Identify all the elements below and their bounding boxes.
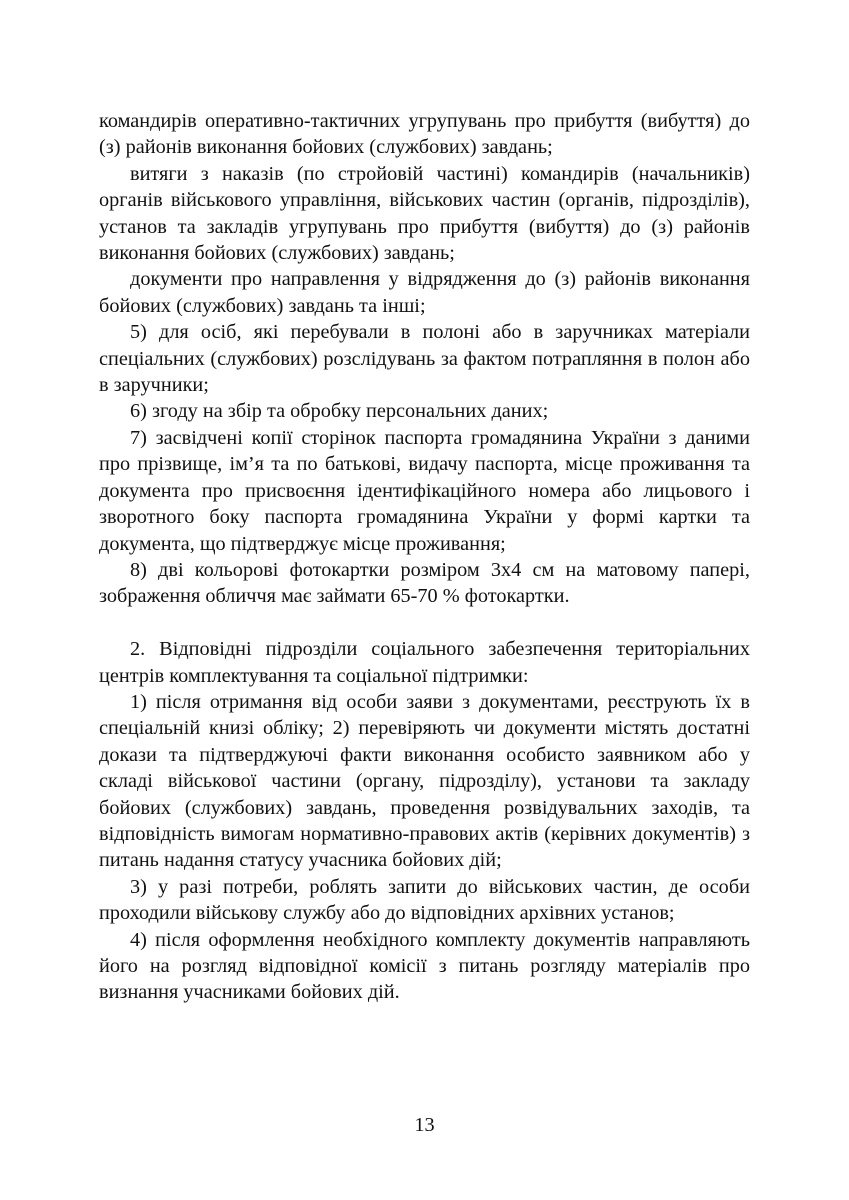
document-body	[99, 108, 750, 1006]
paragraph: 1) після отримання від особи заяви з документами, реєструють їх в спеціальній книзі обліку; 2) перевіряють чи документи містять достатні докази та підтверджуючі факти виконання особисто заявником або у складі військової частини (органу, підрозділу), установи та закладу бойових (службових) завдань, проведення розвідувальних заходів, та відповідність вимогам нормативно-правових актів (керівних документів) з питань надання статусу учасника бойових дій;	[99, 690, 750, 872]
section-spacer	[99, 610, 750, 636]
paragraph: документи про направлення у відрядження до (з) районів виконання бойових (службових) завдань та інші;	[99, 268, 750, 317]
page-number: 13	[414, 1114, 435, 1136]
paragraph: 5) для осіб, які перебували в полоні або в заручниках матеріали спеціальних (службових) розслідувань за фактом потрапляння в полон або в заручники;	[99, 321, 750, 397]
paragraph: 4) після оформлення необхідного комплекту документів направляють його на розгляд відповідної комісії з питань розгляду матеріалів про визнання учасниками бойових дій.	[99, 928, 750, 1004]
paragraph: 7) засвідчені копії сторінок паспорта громадянина України з даними про прізвище, ім’я та по батькові, видачу паспорта, місце проживання та документа про присвоєння ідентифікаційного номера або лицьового і зворотного боку паспорта громадянина України у формі картки та документа, що підтверджує місце проживання;	[99, 426, 750, 555]
paragraph: 6) згоду на збір та обробку персональних даних;	[130, 400, 549, 423]
paragraph: витяги з наказів (по стройовій частині) командирів (начальників) органів військового управління, військових частин (органів, підрозділів), установ та закладів угрупувань про прибуття (вибуття) до (з) районів виконання бойових (службових) завдань;	[99, 162, 750, 265]
section-heading-paragraph: 2. Відповідні підрозділи соціального забезпечення територіальних центрів комплектування та соціальної підтримки:	[99, 638, 750, 687]
paragraph: командирів оперативно-тактичних угрупувань про прибуття (вибуття) до (з) районів виконання бойових (службових) завдань;	[99, 110, 750, 159]
paragraph: 8) дві кольорові фотокартки розміром 3x4 см на матовому папері, зображення обличчя має займати 65-70 % фотокартки.	[99, 558, 750, 608]
paragraph: 3) у разі потреби, роблять запити до військових частин, де особи проходили військову службу або до відповідних архівних установ;	[99, 875, 750, 925]
